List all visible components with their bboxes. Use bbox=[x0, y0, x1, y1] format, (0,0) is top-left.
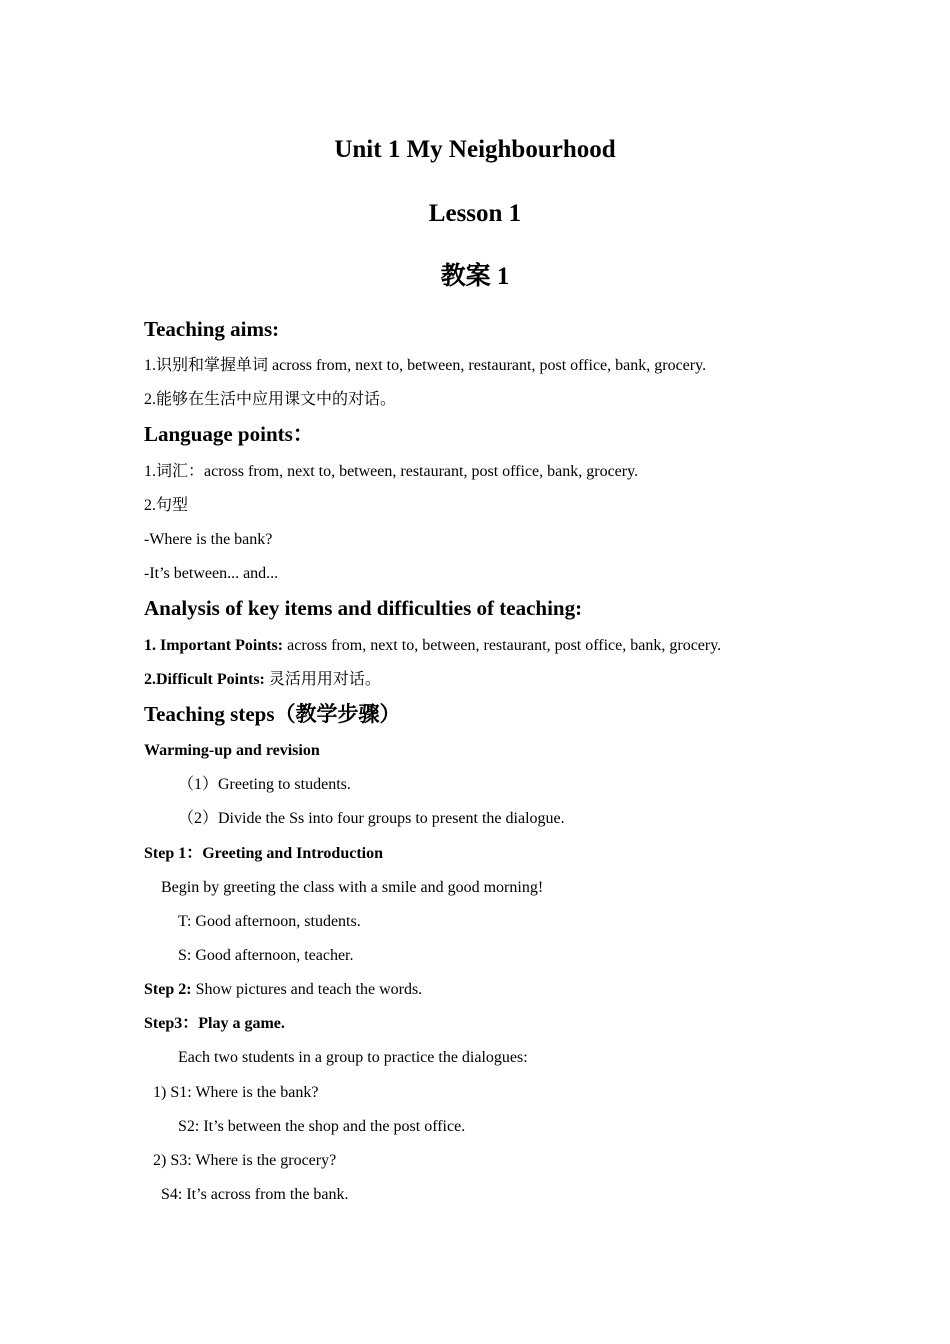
warmup-item-2: （2）Divide the Ss into four groups to present the dialogue. bbox=[178, 810, 565, 827]
warmup-heading: Warming-up and revision bbox=[144, 742, 320, 759]
dialogue-line-1: 1) S1: Where is the bank? bbox=[153, 1084, 319, 1101]
lesson-plan-title: 教案 1 bbox=[440, 263, 510, 290]
document-title: Unit 1 My Neighbourhood bbox=[334, 136, 616, 163]
lesson-title: Lesson 1 bbox=[428, 200, 522, 227]
teaching-aim-1: 1.识别和掌握单词 across from, next to, between, restaurant, post office, bank, grocery. bbox=[144, 357, 707, 374]
step3-heading: Step3：Play a game. bbox=[144, 1015, 285, 1032]
difficult-points-text: 灵活用用对话。 bbox=[264, 671, 381, 688]
dialogue-line-3: 2) S3: Where is the grocery? bbox=[153, 1152, 337, 1169]
dialogue-line-2: S2: It’s between the shop and the post office. bbox=[178, 1118, 466, 1135]
important-points-text: across from, next to, between, restaurant, post office, bank, grocery. bbox=[283, 637, 722, 654]
sentence-example-2: -It’s between... and... bbox=[144, 565, 279, 582]
teaching-aims-heading: Teaching aims: bbox=[144, 317, 280, 341]
language-point-vocab: 1.词汇：across from, next to, between, restaurant, post office, bank, grocery. bbox=[144, 463, 639, 480]
warmup-item-1: （1）Greeting to students. bbox=[178, 776, 351, 793]
step3-text: Each two students in a group to practice the dialogues: bbox=[178, 1049, 528, 1066]
analysis-heading: Analysis of key items and difficulties of teaching: bbox=[144, 596, 583, 620]
language-point-sentence-pattern: 2.句型 bbox=[144, 497, 189, 514]
step1-teacher-line: T: Good afternoon, students. bbox=[178, 913, 361, 930]
step2-text: Show pictures and teach the words. bbox=[191, 981, 423, 998]
step1-student-line: S: Good afternoon, teacher. bbox=[178, 947, 354, 964]
important-points-label: 1. Important Points: bbox=[144, 637, 284, 654]
step1-heading: Step 1：Greeting and Introduction bbox=[144, 845, 383, 862]
sentence-example-1: -Where is the bank? bbox=[144, 531, 273, 548]
important-points-line bbox=[144, 636, 721, 656]
difficult-points-label: 2.Difficult Points: bbox=[144, 671, 265, 688]
step2-line bbox=[144, 980, 422, 1000]
teaching-steps-heading: Teaching steps（教学步骤） bbox=[144, 702, 401, 726]
step1-text: Begin by greeting the class with a smile and good morning! bbox=[161, 879, 544, 896]
language-points-heading: Language points： bbox=[144, 422, 314, 446]
difficult-points-line bbox=[144, 670, 381, 690]
dialogue-line-4: S4: It’s across from the bank. bbox=[161, 1186, 349, 1203]
step2-label: Step 2: bbox=[144, 981, 192, 998]
teaching-aim-2: 2.能够在生活中应用课文中的对话。 bbox=[144, 391, 397, 408]
